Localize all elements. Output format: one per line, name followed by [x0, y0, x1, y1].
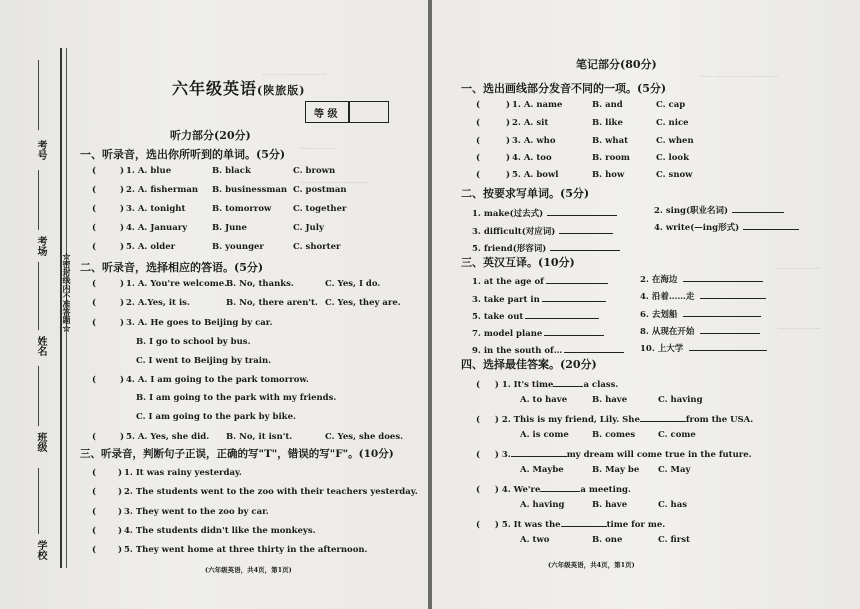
l-s1-paren: ) [120, 242, 125, 252]
r-s1-q2-c: C. nice [656, 118, 689, 128]
l-s3-q3: 3. They went to the zoo by car. [124, 507, 269, 517]
r-s4-q4-stem: ( ) 4. We're a meeting. [476, 482, 631, 495]
r-s1-q4-a: 4. A. too [512, 153, 552, 163]
r-s4-q5-a: A. two [520, 535, 550, 545]
r-s4-q4-b: B. have [592, 500, 628, 510]
l-s1-q5-b: B. younger [212, 242, 264, 252]
r-s1-paren: ( [476, 100, 481, 110]
r-s4-q2-b: B. comes [592, 430, 636, 440]
r-s1-q2-a: 2. A. sit [512, 118, 549, 128]
l-s1-q1-b: B. black [212, 166, 251, 176]
r-s1-q5-b: B. how [592, 170, 625, 180]
l-s3-paren: ) [118, 507, 123, 517]
l-s1-paren: ( [92, 166, 97, 176]
l-s1-q5: 5. A. older [126, 242, 176, 252]
l-s2-q4-a: 4. A. I am going to the park tomorrow. [126, 375, 309, 385]
l-s1-paren: ) [120, 166, 125, 176]
l-s2-paren: ) [120, 318, 125, 328]
r-s3-q2: 2. 在海边 [640, 272, 763, 285]
r-s3-q9: 9. in the south of… [472, 343, 624, 356]
l-s1-paren: ( [92, 204, 97, 214]
l-s1-q1-c: C. brown [293, 166, 336, 176]
r-s1-q1-b: B. and [592, 100, 623, 110]
l-s2-q5-b: B. No, it isn't. [226, 432, 293, 442]
r-s4-q1-c: C. having [658, 395, 703, 405]
l-s2-q4-b: B. I am going to the park with my friends. [136, 393, 337, 403]
l-s2-paren: ( [92, 318, 97, 328]
l-s3-paren: ) [118, 526, 123, 536]
r-s1-paren: ) [506, 100, 511, 110]
class-blank [38, 366, 39, 426]
r-s3-q4: 4. 沿着……走 [640, 289, 766, 302]
l-s2-q3-b: B. I go to school by bus. [136, 337, 251, 347]
exam-no-blank [38, 60, 39, 130]
bleed-through: ................. [777, 262, 821, 271]
bleed-through: .............. [300, 142, 336, 151]
r-s2-q3: 3. difficult(对应词) [472, 224, 613, 237]
bleed-through: ............................ [300, 176, 372, 185]
l-s2-q1-b: B. No, thanks. [226, 279, 294, 289]
l-s2-paren: ( [92, 279, 97, 289]
l-s3-q5: 5. They went home at three thirty in the afternoon. [124, 545, 368, 555]
l-s1-q3: 3. A. tonight [126, 204, 186, 214]
grade-label: 等 级 [314, 109, 338, 120]
class-label: 班级 [35, 432, 46, 452]
l-s3-paren: ) [118, 468, 123, 478]
r-s1-q2-b: B. like [592, 118, 623, 128]
right-footer: (六年级英语，共4页，第1页) [548, 561, 635, 569]
l-s1-paren: ( [92, 185, 97, 195]
school-blank [38, 468, 39, 534]
left-footer: (六年级英语，共4页，第1页) [205, 566, 292, 574]
r-s4-q4-c: C. has [658, 500, 688, 510]
l-s3-paren: ( [92, 507, 97, 517]
l-s2-q5-a: 5. A. Yes, she did. [126, 432, 210, 442]
l-s2-paren: ( [92, 298, 97, 308]
exam-page-right [432, 0, 860, 609]
room-label: 考场 [35, 236, 46, 256]
name-blank [38, 262, 39, 330]
r-s1-q1-a: 1. A. name [512, 100, 563, 110]
l-s3-q2: 2. The students went to the zoo with their teachers yesterday. [124, 487, 418, 497]
r-s2-q2: 2. sing(职业名词) [654, 203, 784, 216]
r-s4-q5-c: C. first [658, 535, 690, 545]
r-section2-title: 二、按要求写单词。(5分) [461, 187, 590, 200]
l-s2-paren: ( [92, 375, 97, 385]
r-s1-q3-b: B. what [592, 136, 629, 146]
r-s4-q3-a: A. Maybe [520, 465, 564, 475]
r-section4-title: 四、选择最佳答案。(20分) [461, 358, 597, 371]
l-s2-q3-a: 3. A. He goes to Beijing by car. [126, 318, 273, 328]
l-section2-title: 二、听录音，选择相应的答语。(5分) [80, 261, 264, 274]
r-s3-q1: 1. at the age of [472, 274, 608, 287]
l-s3-q4: 4. The students didn't like the monkeys. [124, 526, 316, 536]
r-s1-q4-c: C. look [656, 153, 689, 163]
r-s3-q7: 7. model plane [472, 326, 604, 339]
r-s1-paren: ( [476, 170, 481, 180]
r-s4-q4-a: A. having [520, 500, 565, 510]
r-s4-q5-b: B. one [592, 535, 623, 545]
r-s1-paren: ) [506, 118, 511, 128]
l-s2-paren: ) [120, 432, 125, 442]
bleed-through: ............................... [700, 70, 779, 79]
l-s2-q2-b: B. No, there aren't. [226, 298, 318, 308]
r-s2-q4: 4. write(—ing形式) [654, 220, 799, 233]
writing-part-title: 笔记部分(80分) [576, 58, 657, 71]
l-s1-q4-b: B. June [212, 223, 247, 233]
l-s2-q2-c: C. Yes, they are. [325, 298, 401, 308]
l-s1-q4-c: C. July [293, 223, 324, 233]
l-s2-q4-c: C. I am going to the park by bike. [136, 412, 296, 422]
l-s3-paren: ) [118, 545, 123, 555]
r-s1-paren: ( [476, 118, 481, 128]
exam-no-label: 考号 [35, 140, 46, 160]
r-s1-paren: ) [506, 136, 511, 146]
listening-part-title: 听力部分(20分) [170, 129, 251, 142]
r-s4-q5-stem: ( ) 5. It was the time for me. [476, 517, 665, 530]
r-s1-paren: ( [476, 153, 481, 163]
l-s1-paren: ( [92, 242, 97, 252]
exam-page-left [0, 0, 428, 609]
r-s1-paren: ( [476, 136, 481, 146]
l-s1-q3-c: C. together [293, 204, 347, 214]
r-s3-q8: 8. 从现在开始 [640, 324, 760, 337]
l-s2-paren: ) [120, 279, 125, 289]
l-s2-q1-a: 1. A. You're welcome. [126, 279, 228, 289]
l-s2-paren: ) [120, 375, 125, 385]
room-blank [38, 170, 39, 230]
l-s2-q1-c: C. Yes, I do. [325, 279, 381, 289]
seal-notice: ☆密封线内不准答题☆ [62, 252, 72, 332]
r-s4-q1-stem: ( ) 1. It's time a class. [476, 377, 618, 390]
r-section3-title: 三、英汉互译。(10分) [461, 256, 575, 269]
l-s1-paren: ) [120, 223, 125, 233]
l-s1-q3-b: B. tomorrow [212, 204, 272, 214]
l-s3-paren: ( [92, 545, 97, 555]
r-s4-q3-b: B. May be [592, 465, 640, 475]
l-s1-q1: 1. A. blue [126, 166, 172, 176]
r-s1-paren: ) [506, 153, 511, 163]
r-s1-q4-b: B. room [592, 153, 630, 163]
r-s4-q2-stem: ( ) 2. This is my friend, Lily. She from the USA. [476, 412, 753, 425]
r-s4-q2-c: C. come [658, 430, 696, 440]
l-s2-q5-c: C. Yes, she does. [325, 432, 404, 442]
l-s2-q2-a: 2. A.Yes, it is. [126, 298, 190, 308]
r-s3-q6: 6. 去划船 [640, 307, 761, 320]
r-s3-q10: 10. 上大学 [640, 341, 767, 354]
r-s1-paren: ) [506, 170, 511, 180]
r-s3-q3: 3. take part in [472, 292, 606, 305]
l-section3-title: 三、听录音，判断句子正误，正确的写"T"，错误的写"F"。(10分) [80, 448, 394, 460]
l-s2-q3-c: C. I went to Beijing by train. [136, 356, 272, 366]
l-s3-q1: 1. It was rainy yesterday. [124, 468, 242, 478]
l-section1-title: 一、听录音，选出你所听到的单词。(5分) [80, 148, 286, 161]
r-s1-q5-a: 5. A. bowl [512, 170, 559, 180]
r-s2-q1: 1. make(过去式) [472, 206, 617, 219]
school-label: 学校 [35, 540, 46, 560]
l-s1-paren: ( [92, 223, 97, 233]
l-s1-q2: 2. A. fisherman [126, 185, 199, 195]
r-s4-q2-a: A. is come [520, 430, 569, 440]
r-s4-q3-stem: ( ) 3. my dream will come true in the future. [476, 447, 752, 460]
l-s3-paren: ( [92, 487, 97, 497]
r-s2-q5: 5. friend(形容词) [472, 241, 620, 254]
exam-title: 六年级英语(陕旅版) [172, 79, 306, 98]
grade-box [305, 101, 389, 123]
r-s1-q3-a: 3. A. who [512, 136, 556, 146]
r-section1-title: 一、选出画线部分发音不同的一项。(5分) [461, 82, 667, 95]
r-s4-q1-b: B. have [592, 395, 628, 405]
l-s1-paren: ) [120, 204, 125, 214]
r-s1-q1-c: C. cap [656, 100, 686, 110]
l-s1-q2-b: B. businessman [212, 185, 288, 195]
r-s1-q3-c: C. when [656, 136, 694, 146]
l-s2-paren: ( [92, 432, 97, 442]
l-s3-paren: ) [118, 487, 123, 497]
name-label: 姓名 [35, 336, 46, 356]
l-s3-paren: ( [92, 468, 97, 478]
r-s4-q1-a: A. to have [520, 395, 568, 405]
l-s1-q2-c: C. postman [293, 185, 347, 195]
bleed-through: ................. [777, 322, 821, 331]
bleed-through: ......................... [262, 68, 326, 77]
l-s1-q5-c: C. shorter [293, 242, 341, 252]
l-s2-paren: ) [120, 298, 125, 308]
r-s1-q5-c: C. snow [656, 170, 693, 180]
r-s3-q5: 5. take out [472, 309, 599, 322]
l-s1-q4: 4. A. January [126, 223, 188, 233]
l-s1-paren: ) [120, 185, 125, 195]
l-s3-paren: ( [92, 526, 97, 536]
r-s4-q3-c: C. May [658, 465, 691, 475]
